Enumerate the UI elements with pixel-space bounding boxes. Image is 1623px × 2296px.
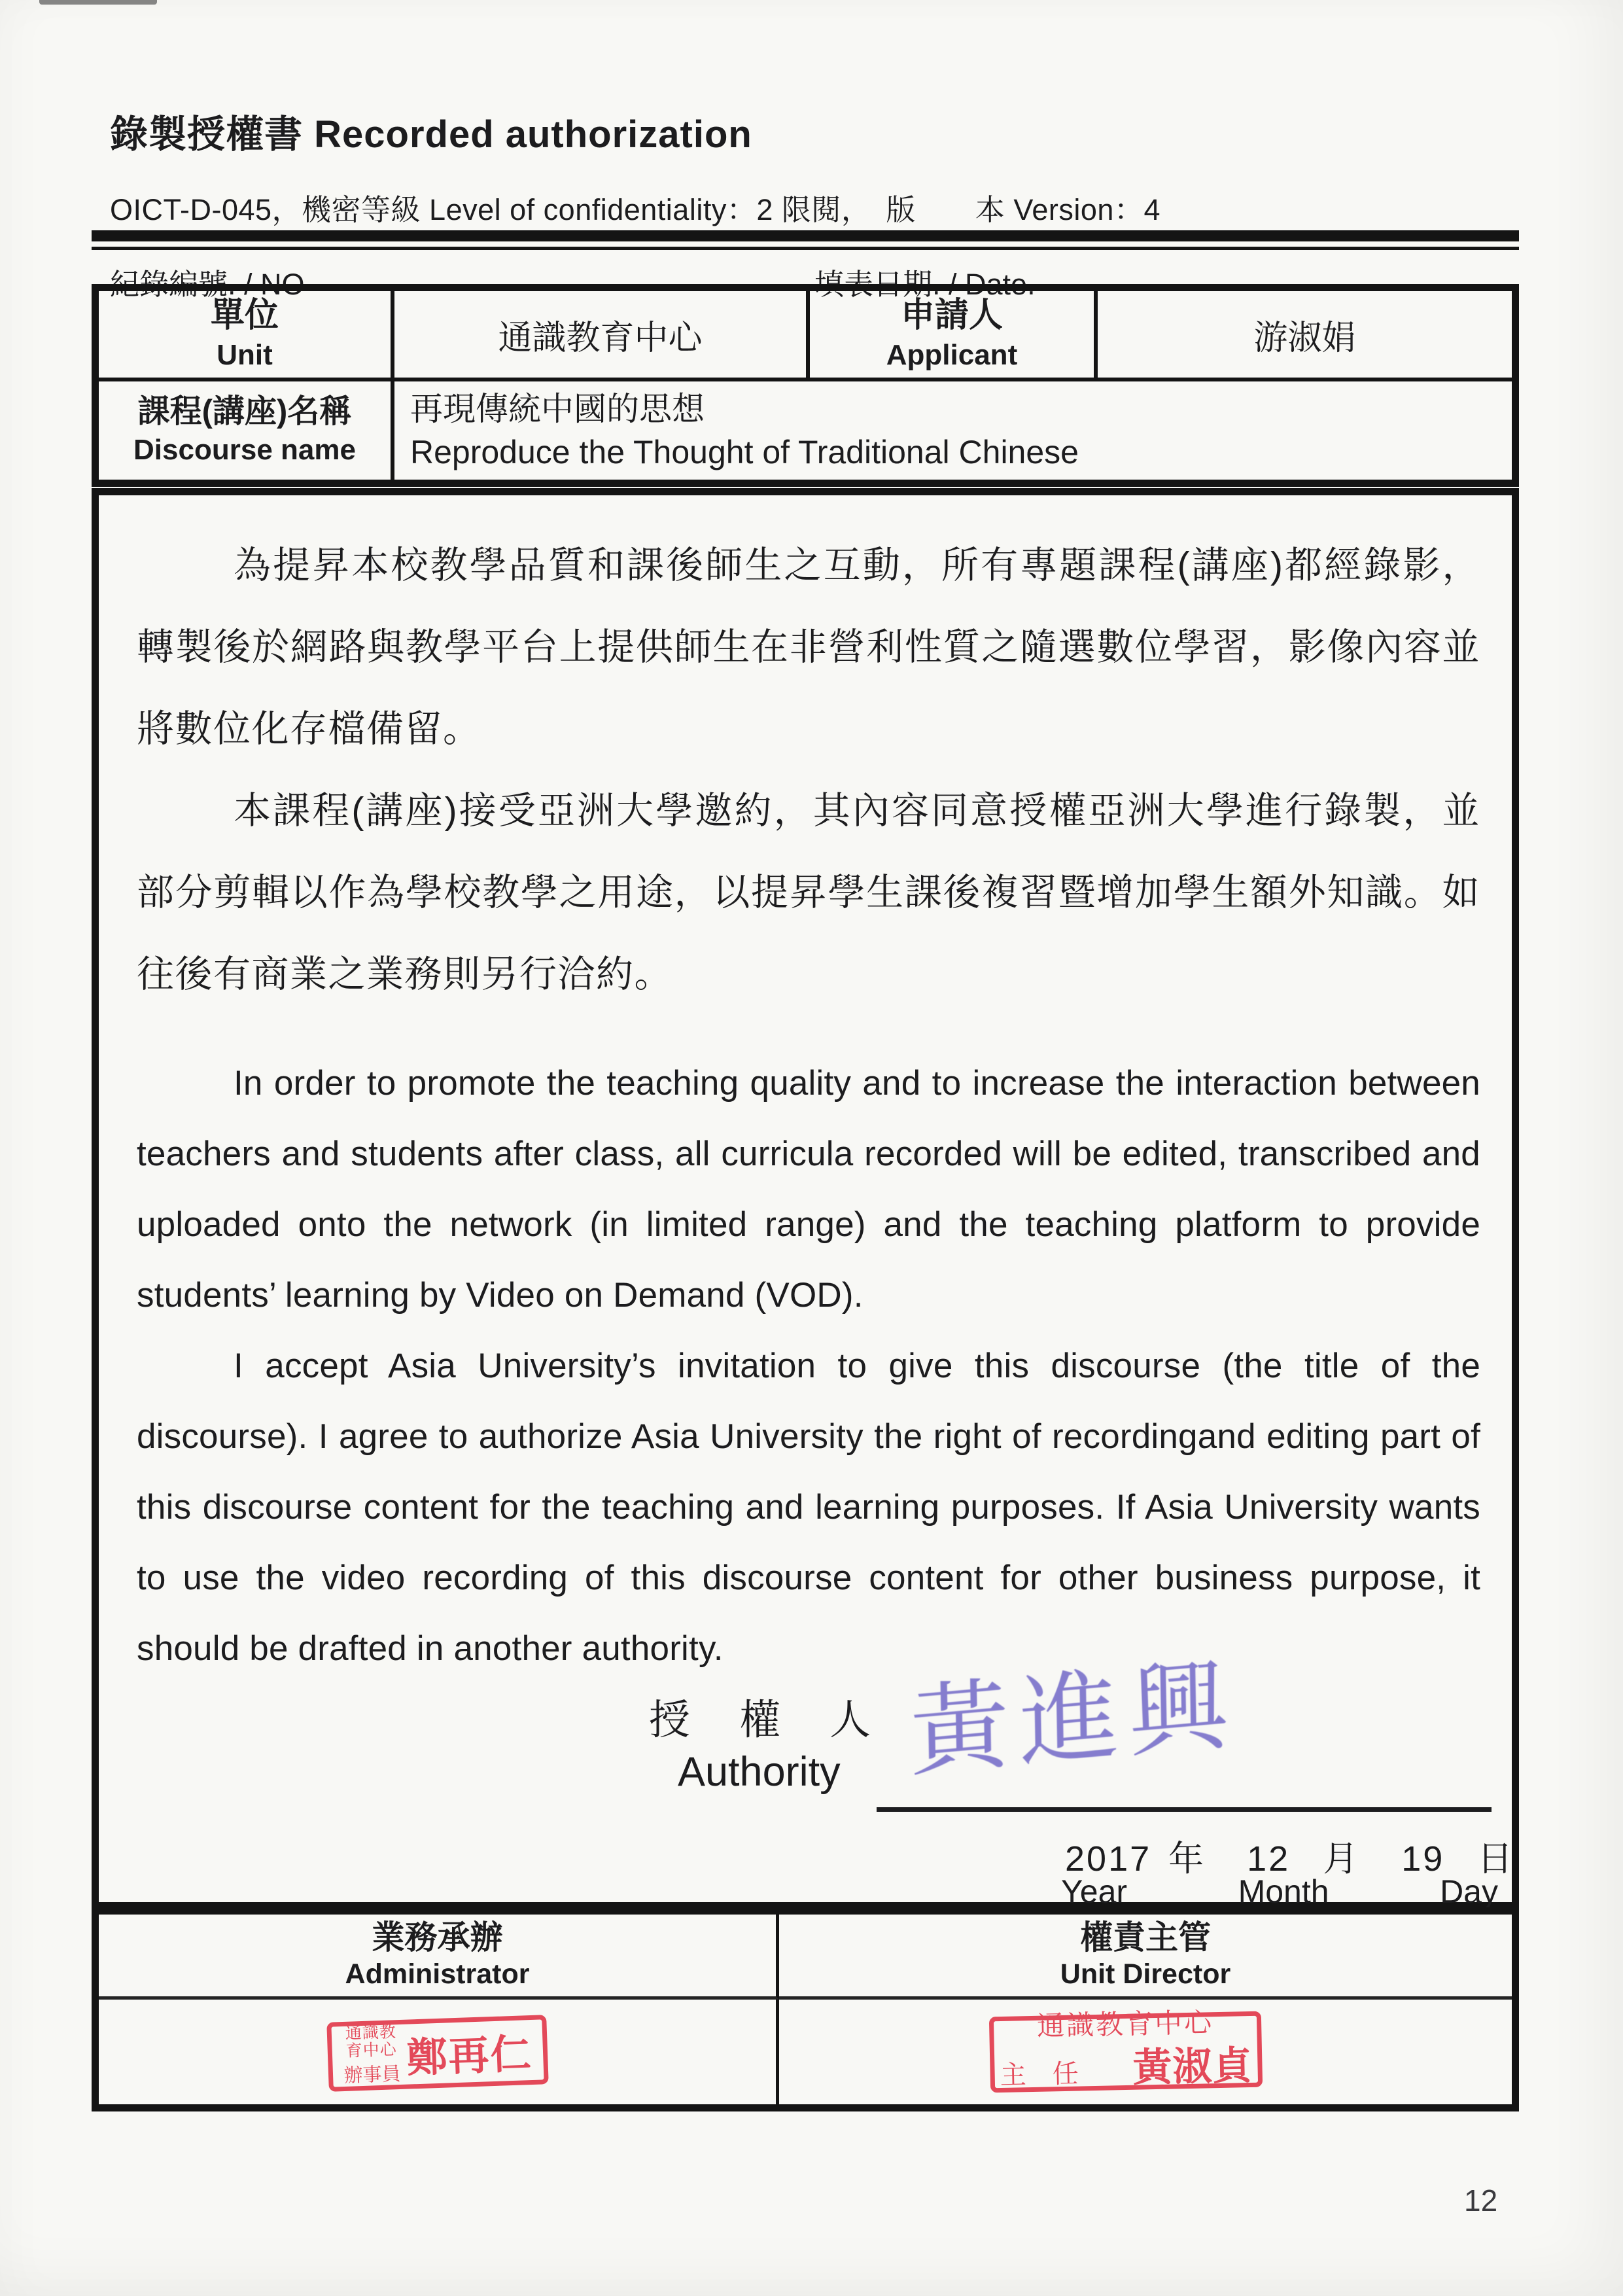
unit-director-label-cell xyxy=(779,1915,1512,2000)
applicant-label-zh: 申請人 xyxy=(900,296,1003,334)
date-english-row xyxy=(1061,1873,1498,1911)
date-month-unit: 月 xyxy=(1323,1839,1359,1879)
unit-director-stamp-row xyxy=(1000,2034,1253,2096)
english-paragraph-2: I accept Asia University’s invitation to give this discourse (the title of the discourse). I agree to authorize Asia University the right of recordingand editing part of this discourse content for the teaching and learning purposes. If Asia University wants to use the video recording of this discourse content for other business purpose, it should be drafted in another authority. xyxy=(137,1347,1480,1668)
date-day-value: 19 xyxy=(1401,1839,1445,1879)
discourse-label-zh: 課程(講座)名稱 xyxy=(137,394,352,430)
info-table xyxy=(92,284,1519,487)
authority-handwritten-signature: 黃進興 xyxy=(909,1648,1240,1790)
administrator-label-zh: 業務承辦 xyxy=(372,1918,503,1956)
unit-label-en: Unit xyxy=(217,338,273,371)
applicant-value: 游淑娟 xyxy=(1253,319,1356,357)
date-year-unit: 年 xyxy=(1168,1839,1204,1879)
english-paragraph-1: In order to promote the teaching quality and to increase the interaction between teachers and students after class, all curricula recorded will be edited, transcribed and uploaded onto the network (in limited range) and the teaching platform to provide students’ learning by Video on Demand (VOD). xyxy=(137,1064,1480,1315)
header-divider-thin-line xyxy=(92,247,1519,250)
authority-label-zh: 授 權 人 xyxy=(649,1697,875,1743)
page-number: 12 xyxy=(1464,2183,1498,2217)
authority-label-en: Authority xyxy=(678,1749,841,1795)
discourse-value-zh: 再現傳統中國的思想 xyxy=(410,391,705,427)
administrator-stamp-org: 通識教育中心 xyxy=(344,2022,397,2060)
date-day-unit: 日 xyxy=(1477,1839,1513,1879)
administrator-stamp xyxy=(326,2015,548,2092)
document-meta-line: OICT-D-045，機密等級 Level of confidentiality：2 限閱， 版 本 Version：4 xyxy=(110,193,1161,226)
applicant-label-cell xyxy=(810,291,1098,381)
chinese-paragraph-2: 本課程(講座)接受亞洲大學邀約，其內容同意授權亞洲大學進行錄製，並部分剪輯以作為學校教學之用途，以提昇學生課後複習暨增加學生額外知識。如往後有商業之業務則另行洽約。 xyxy=(137,790,1480,995)
header-divider-thick-line xyxy=(92,230,1519,241)
date-year-value: 2017 xyxy=(1065,1839,1152,1879)
signature-underline xyxy=(877,1807,1492,1812)
document-title: 錄製授權書 Recorded authorization xyxy=(110,113,752,156)
discourse-label-en: Discourse name xyxy=(133,433,356,466)
header-divider xyxy=(92,230,1519,250)
discourse-value-cell xyxy=(394,381,1512,480)
discourse-label-cell xyxy=(99,381,394,480)
unit-director-stamp xyxy=(989,2007,1263,2093)
unit-director-label-en: Unit Director xyxy=(1060,1958,1231,1990)
approval-table xyxy=(92,1907,1519,2111)
date-year-label-en: Year xyxy=(1061,1873,1128,1910)
unit-value: 通識教育中心 xyxy=(498,319,703,357)
administrator-label-en: Administrator xyxy=(345,1958,530,1990)
date-month-value: 12 xyxy=(1247,1839,1291,1879)
unit-director-label-zh: 權責主管 xyxy=(1080,1918,1211,1956)
record-number-label: 紀錄編號. / NO xyxy=(110,268,305,301)
administrator-stamp-cell xyxy=(99,2000,779,2104)
administrator-stamp-name: 鄭再仁 xyxy=(406,2031,533,2081)
unit-label-zh: 單位 xyxy=(210,296,279,334)
discourse-value-en: Reproduce the Thought of Traditional Chinese xyxy=(410,434,1079,470)
unit-director-stamp-org: 通識教育中心 xyxy=(1036,2007,1214,2041)
chinese-paragraph-1: 為提昇本校教學品質和課後師生之互動，所有專題課程(講座)都經錄影，轉製後於網路與教學平台上提供師生在非營利性質之隨選數位學習，影像內容並將數位化存檔備留。 xyxy=(137,544,1480,750)
unit-director-stamp-name: 黃淑貞 xyxy=(1132,2043,1253,2090)
date-day-label-en: Day xyxy=(1440,1873,1498,1910)
administrator-label-cell xyxy=(99,1915,779,2000)
administrator-stamp-left xyxy=(341,2023,400,2087)
administrator-stamp-title: 辦事員 xyxy=(343,2063,401,2087)
unit-director-stamp-title: 主 任 xyxy=(1000,2059,1079,2091)
unit-director-stamp-cell xyxy=(779,2000,1512,2104)
unit-label-cell xyxy=(99,291,394,381)
applicant-value-cell xyxy=(1098,291,1512,381)
date-month-label-en: Month xyxy=(1238,1873,1329,1910)
unit-value-cell xyxy=(394,291,810,381)
scan-artifact xyxy=(39,0,157,5)
fill-date-label: 填表日期. / Date. xyxy=(814,268,1036,301)
applicant-label-en: Applicant xyxy=(886,338,1018,371)
